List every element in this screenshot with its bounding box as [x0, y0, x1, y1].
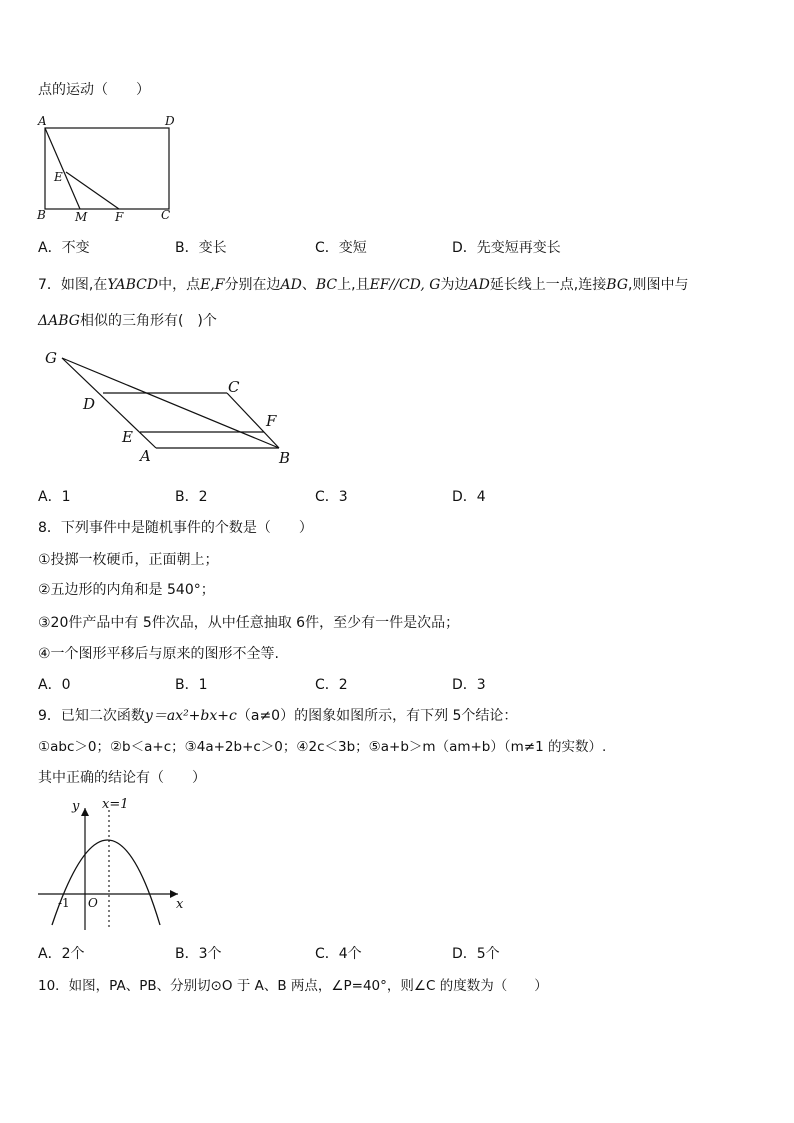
q6-option-d: D．先变短再变长 — [452, 240, 561, 256]
q6-option-a: A．不变 — [38, 240, 90, 256]
parallelogram-symbol: Y — [107, 277, 116, 293]
q6-label-f: F — [115, 210, 124, 224]
q7-option-d: D．4 — [452, 489, 486, 505]
q7-stem-line1: 7．如图,在YABCD中，点E,F分别在边AD、BC上,且EF//CD, G为边AD延长线上一点,连接BG,则图中与 — [38, 277, 689, 293]
q7-label-e: E — [122, 428, 133, 446]
q7-label-f: F — [266, 412, 277, 430]
q7-label-d: D — [83, 395, 96, 413]
q9-label-x1: x=1 — [102, 797, 129, 812]
q9-label-x: x — [176, 897, 184, 912]
q9-option-a: A．2个 — [38, 946, 85, 962]
q8-stem: 8．下列事件中是随机事件的个数是（ ） — [38, 520, 313, 536]
q6-option-c: C．变短 — [315, 240, 367, 256]
q8-option-b: B．1 — [175, 677, 208, 693]
q7-stem-line2: ΔABG相似的三角形有( )个 — [38, 313, 217, 329]
q7-option-a: A．1 — [38, 489, 71, 505]
q6-label-d: D — [165, 114, 175, 128]
q7-option-c: C．3 — [315, 489, 348, 505]
q6-label-b: B — [37, 208, 46, 222]
q6-stem-tail: 点的运动（ ） — [38, 82, 150, 98]
q7-label-c: C — [228, 378, 240, 396]
q9-label-origin: O — [88, 896, 98, 910]
q8-item-4: ④一个图形平移后与原来的图形不全等. — [38, 646, 279, 662]
q9-label-y: y — [72, 799, 80, 814]
q7-label-b: B — [279, 449, 291, 467]
q8-option-d: D．3 — [452, 677, 486, 693]
q8-item-3: ③20件产品中有 5件次品，从中任意抽取 6件，至少有一件是次品； — [38, 615, 460, 631]
q9-option-c: C．4个 — [315, 946, 362, 962]
q10-stem: 10．如图，PA、PB、分别切⊙O 于 A、B 两点，∠P=40°，则∠C 的度数为（ ） — [38, 978, 548, 994]
q9-label-neg1: -1 — [58, 896, 70, 910]
q8-option-a: A．0 — [38, 677, 71, 693]
q7-label-a: A — [140, 447, 151, 465]
q7-option-b: B．2 — [175, 489, 208, 505]
q6-option-b: B．变长 — [175, 240, 227, 256]
q9-option-d: D．5个 — [452, 946, 500, 962]
q9-ask: 其中正确的结论有（ ） — [38, 770, 206, 786]
q6-label-m: M — [75, 210, 88, 224]
q7-label-g: G — [45, 349, 57, 367]
q8-item-1: ①投掷一枚硬币，正面朝上； — [38, 552, 219, 568]
q9-stem: 9．已知二次函数y＝ax²+bx+c（a≠0）的图象如图所示，有下列 5个结论： — [38, 708, 518, 724]
q6-label-c: C — [161, 208, 171, 222]
q9-conclusions: ①abc＞0；②b＜a+c；③4a+2b+c＞0；④2c＜3b；⑤a+b＞m（am+b）（m≠1 的实数）. — [38, 739, 607, 755]
q6-label-e: E — [54, 170, 63, 184]
q8-item-2: ②五边形的内角和是 540°； — [38, 582, 215, 598]
q9-option-b: B．3个 — [175, 946, 222, 962]
q6-label-a: A — [38, 114, 47, 128]
q8-option-c: C．2 — [315, 677, 348, 693]
